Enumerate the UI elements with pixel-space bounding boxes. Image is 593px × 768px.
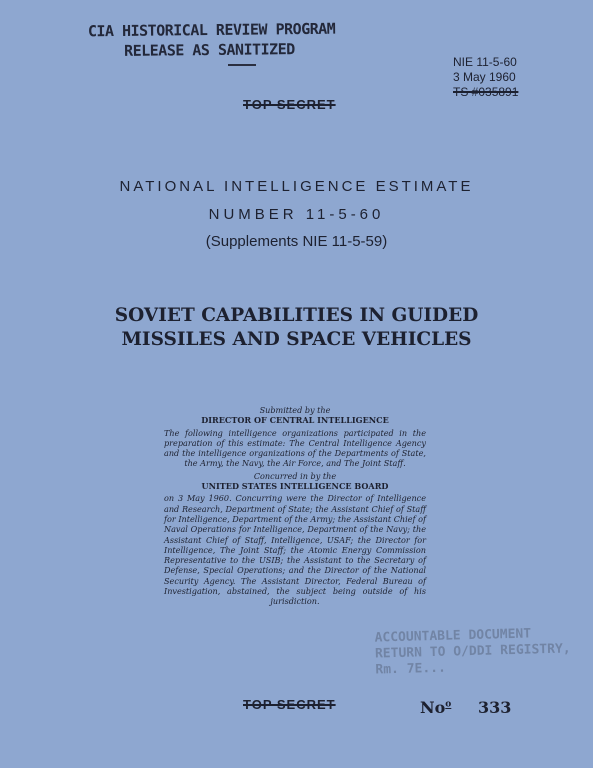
director-title: DIRECTOR OF CENTRAL INTELLIGENCE: [201, 415, 389, 426]
copy-number: 333: [478, 698, 512, 717]
stamp-line-1: CIA HISTORICAL REVIEW PROGRAM: [87, 19, 336, 41]
ts-control-number: TS #035891: [453, 85, 519, 99]
concurrence-paragraph: on 3 May 1960. Concurring were the Director of Intelligence and Research, Department of State; the Assistant Chief of Staff for Intelligence, Department of the Army; the Assistant Chief of Naval Operations for Intelligence, Department of the Navy; the Assistant Chief of Staff, Intelligence, USAF; the Director for Intelligence, The Joint Staff; the Atomic Energy Commission Representative to the USIB; the Assistant to the Secretary of Defense, Special Operations; and the Director of the National Security Agency. The Assistant Director, Federal Bureau of Investigation, abstained, the subject being outside of his jurisdiction.: [164, 493, 426, 607]
faded-line-1: ACCOUNTABLE DOCUMENT: [374, 626, 532, 646]
concurred-by: Concurred in by the: [253, 470, 337, 481]
classification-bottom: TOP SECRET: [243, 697, 336, 712]
participants-paragraph: The following intelligence organizations participated in the preparation of this estimate: The Central Intelligence Agency and the intelligence organizations of the Departments of State, the Army, the Navy, the Air Force, and The Joint Staff.: [164, 427, 426, 469]
faded-line-2: RETURN TO O/DDI REGISTRY,: [374, 641, 571, 662]
accountable-document-stamp: [374, 625, 571, 678]
title-line-2: MISSILES AND SPACE VEHICLES: [121, 329, 472, 350]
control-block: [453, 55, 518, 100]
board-title: UNITED STATES INTELLIGENCE BOARD: [201, 481, 389, 492]
heading-line-1: NATIONAL INTELLIGENCE ESTIMATE: [119, 178, 474, 195]
submitted-by: Submitted by the: [259, 405, 331, 415]
submission-block: [164, 405, 426, 607]
doc-date: 3 May 1960: [453, 70, 516, 84]
faded-line-3: Rm. 7E...: [375, 660, 447, 678]
title-line-1: SOVIET CAPABILITIES IN GUIDED: [114, 305, 479, 326]
copy-number-label: No$^o$: [420, 698, 452, 717]
release-stamp: [88, 19, 336, 62]
heading-line-3: (Supplements NIE 11-5-59): [205, 233, 388, 250]
doc-number: NIE 11-5-60: [453, 55, 517, 69]
stamp-line-2: RELEASE AS SANITIZED: [124, 40, 295, 60]
stamp-dash: [228, 64, 256, 66]
copy-label-text: No: [420, 698, 446, 717]
heading-line-2: NUMBER 11-5-60: [208, 206, 385, 223]
classification-top: TOP SECRET: [243, 97, 336, 112]
